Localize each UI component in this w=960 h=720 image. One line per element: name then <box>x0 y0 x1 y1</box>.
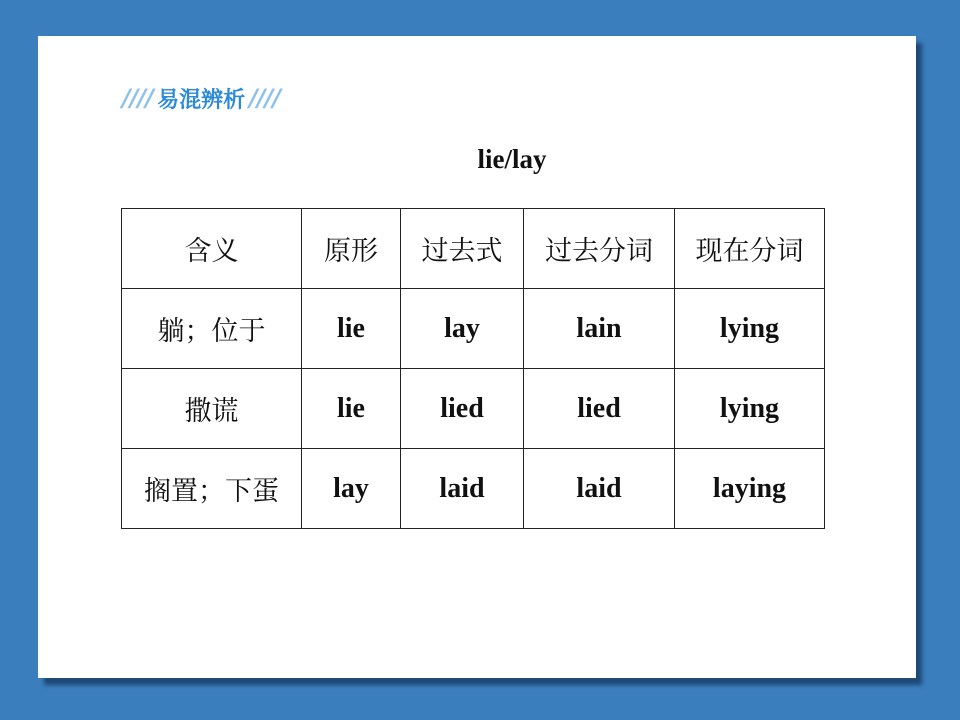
table-row <box>122 369 825 449</box>
header-cell-base-form: 原形 <box>302 209 401 289</box>
header-cell-meaning: 含义 <box>122 209 302 289</box>
table-header-row <box>122 209 825 289</box>
section-heading <box>122 80 280 116</box>
verb-forms-table <box>121 208 825 529</box>
table-cell: lie <box>302 289 401 369</box>
table-row <box>122 449 825 529</box>
decorative-slashes-right: //// <box>249 84 281 112</box>
word-title: lie/lay <box>477 144 547 174</box>
table-cell: lying <box>675 369 825 449</box>
table-cell: lie <box>302 369 401 449</box>
header-cell-past-tense: 过去式 <box>401 209 524 289</box>
table-cell: lay <box>302 449 401 529</box>
table-cell: laid <box>401 449 524 529</box>
section-title: 易混辨析 <box>157 87 246 113</box>
table-cell: lain <box>524 289 675 369</box>
table-cell: lying <box>675 289 825 369</box>
slide-page <box>38 36 916 678</box>
table-cell: laid <box>524 449 675 529</box>
table-cell-meaning: 搁置；下蛋 <box>122 449 302 529</box>
table-cell: laying <box>675 449 825 529</box>
header-cell-present-participle: 现在分词 <box>675 209 825 289</box>
table-cell-meaning: 躺；位于 <box>122 289 302 369</box>
table-row <box>122 289 825 369</box>
table-cell: lied <box>524 369 675 449</box>
header-cell-past-participle: 过去分词 <box>524 209 675 289</box>
table-cell: lay <box>401 289 524 369</box>
table-cell-meaning: 撒谎 <box>122 369 302 449</box>
table-cell: lied <box>401 369 524 449</box>
decorative-slashes-left: //// <box>122 84 154 112</box>
